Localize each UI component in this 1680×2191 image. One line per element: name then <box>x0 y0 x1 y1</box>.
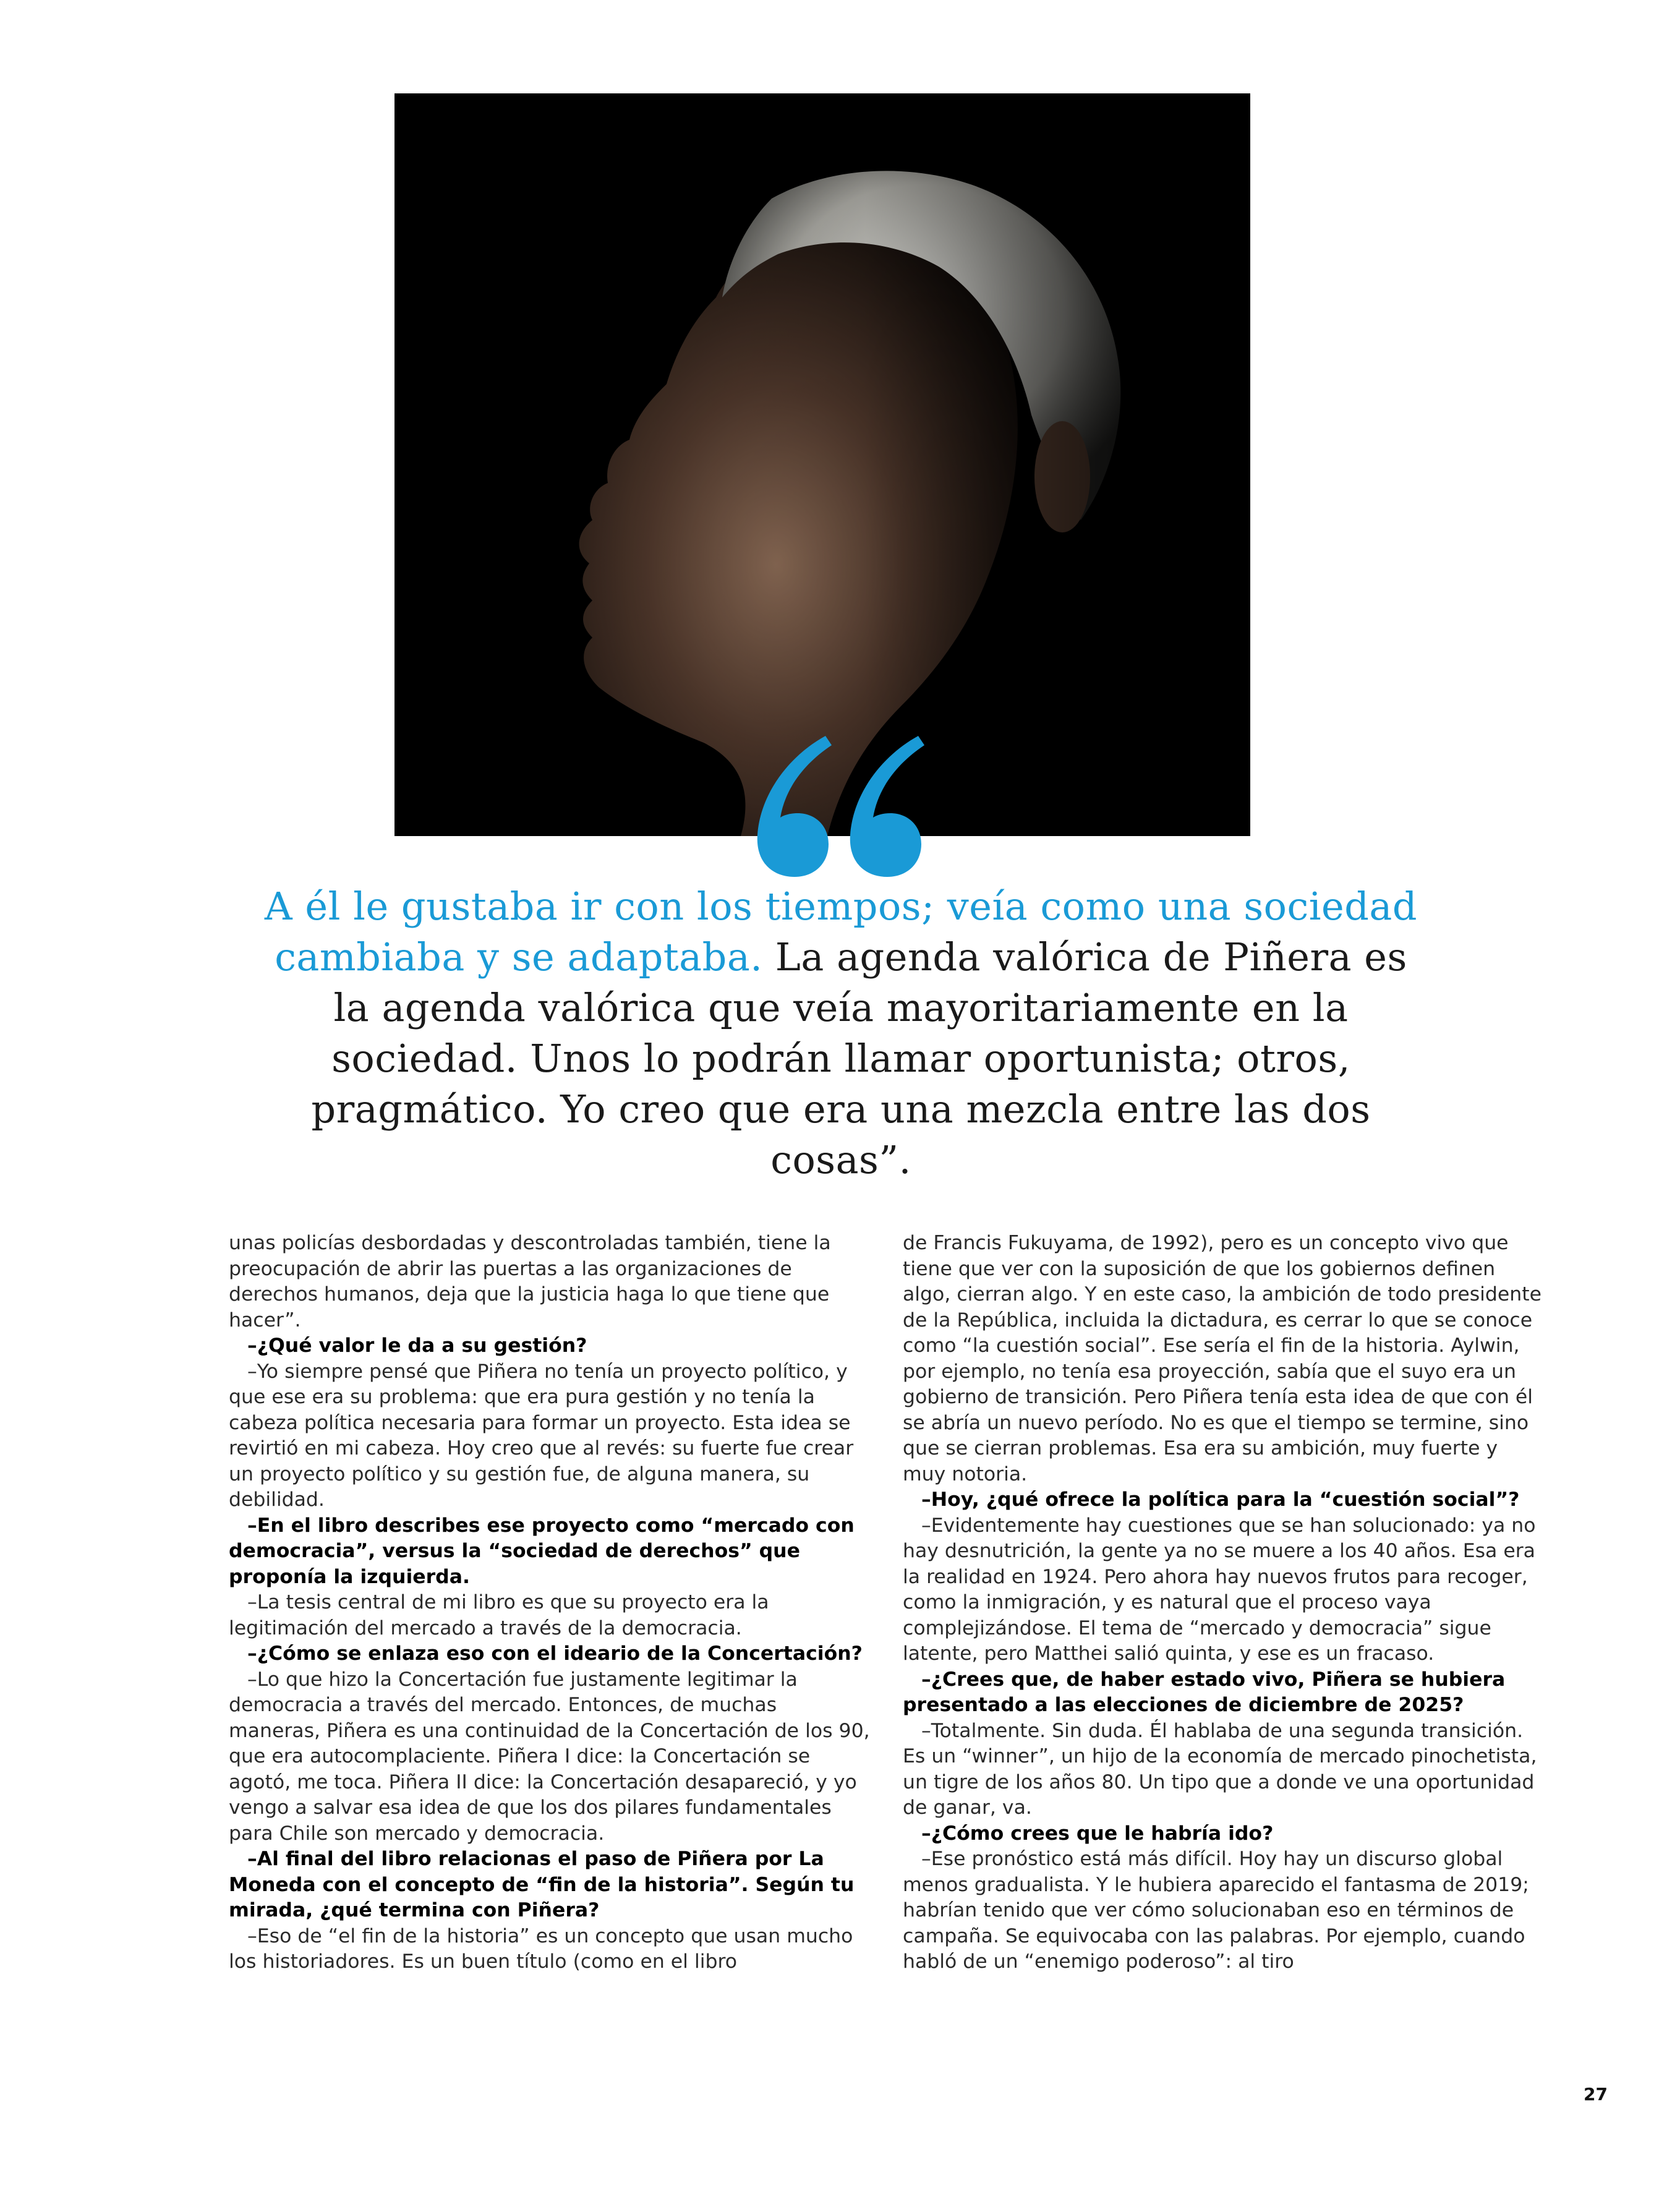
question-paragraph: –En el libro describes ese proyecto como “mercado con democracia”, versus la “sociedad de derechos” que proponía la izquierda. <box>229 1514 855 1588</box>
page-number: 27 <box>1584 2084 1608 2104</box>
article-column-right <box>903 1231 1546 1975</box>
answer-paragraph: –Evidentemente hay cuestiones que se han solucionado: ya no hay desnutrición, la gente ya no se muere a los 40 años. Esa era la realidad en 1924. Pero ahora hay nuevos frutos para recoger, como la inmigración, y es natural que el proceso vaya complejizándose. El tema de “mercado y democracia” sigue latente, pero Matthei salió quinta, y ese es un fracaso. <box>903 1514 1536 1665</box>
question-paragraph: –Hoy, ¿qué ofrece la política para la “cuestión social”? <box>921 1488 1520 1511</box>
question-paragraph: –¿Cómo se enlaza eso con el ideario de la Concertación? <box>247 1642 863 1665</box>
article-column-left <box>229 1231 872 1975</box>
answer-paragraph: –Lo que hizo la Concertación fue justamente legitimar la democracia a través del mercado. Entonces, de muchas maneras, Piñera es una continuidad de la Concertación de los 90, que era autocomplaciente. Piñera I dice: la Concertación se agotó, me toca. Piñera II dice: la Concertación desapareció, y yo vengo a salvar esa idea de que los dos pilares fundamentales para Chile son mercado y democracia. <box>229 1668 870 1845</box>
portrait-photo <box>394 93 1250 836</box>
answer-paragraph: –Yo siempre pensé que Piñera no tenía un proyecto político, y que ese era su problema: que era pura gestión y no tenía la cabeza política necesaria para formar un proyecto. Esta idea se revirtió en mi cabeza. Hoy creo que al revés: su fuerte fue crear un proyecto político y su gestión fue, de alguna manera, su debilidad. <box>229 1360 854 1511</box>
answer-paragraph: unas policías desbordadas y descontroladas también, tiene la preocupación de abrir las puertas a las organizaciones de derechos humanos, deja que la justicia haga lo que tiene que hacer”. <box>229 1232 831 1331</box>
quote-mark-icon <box>748 730 934 878</box>
question-paragraph: –Al final del libro relacionas el paso de Piñera por La Moneda con el concepto de “fin de la historia”. Según tu mirada, ¿qué termina con Piñera? <box>229 1848 855 1921</box>
answer-paragraph: –Totalmente. Sin duda. Él hablaba de una segunda transición. Es un “winner”, un hijo de la economía de mercado pinochetista, un tigre de los años 80. Un tipo que a donde ve una oportunidad de ganar, va. <box>903 1719 1537 1819</box>
answer-paragraph: –Eso de “el fin de la historia” es un concepto que usan mucho los historiadores. Es un buen título (como en el libro <box>229 1924 853 1973</box>
answer-paragraph: –Ese pronóstico está más difícil. Hoy hay un discurso global menos gradualista. Y le hubiera aparecido el fantasma de 2019; habrían tenido que ver cómo solucionaban eso en términos de campaña. Se equivocaba con las palabras. Por ejemplo, cuando habló de un “enemigo poderoso”: al tiro <box>903 1848 1529 1973</box>
pull-quote-highlight: A él le gustaba ir con los tiempos; veía como una sociedad cambiaba y se adaptaba. <box>264 884 1418 980</box>
question-paragraph: –¿Qué valor le da a su gestión? <box>247 1335 587 1357</box>
answer-paragraph: de Francis Fukuyama, de 1992), pero es un concepto vivo que tiene que ver con la suposición de que los gobiernos definen algo, cierran algo. Y en este caso, la ambición de todo presidente de la República, incluida la dictadura, es cerrar lo que se conoce como “la cuestión social”. Ese sería el fin de la historia. Aylwin, por ejemplo, no tenía esa proyección, sabía que el suyo era un gobierno de transición. Pero Piñera tenía esta idea de que con él se abría un nuevo período. No es que el tiempo se termine, sino que se cierran problemas. Esa era su ambición, muy fuerte y muy notoria. <box>903 1232 1541 1485</box>
answer-paragraph: –La tesis central de mi libro es que su proyecto era la legitimación del mercado a través de la democracia. <box>229 1591 769 1639</box>
portrait-image <box>394 93 1250 836</box>
question-paragraph: –¿Cómo crees que le habría ido? <box>921 1822 1274 1845</box>
pull-quote-text: La agenda valórica de Piñera es la agenda valórica que veía mayoritariamente en la sociedad. Unos lo podrán llamar oportunista; otros, pragmático. Yo creo que era una mezcla entre las dos cosas”. <box>311 934 1407 1182</box>
pull-quote <box>260 881 1422 1185</box>
question-paragraph: –¿Crees que, de haber estado vivo, Piñera se hubiera presentado a las elecciones de diciembre de 2025? <box>903 1668 1506 1716</box>
